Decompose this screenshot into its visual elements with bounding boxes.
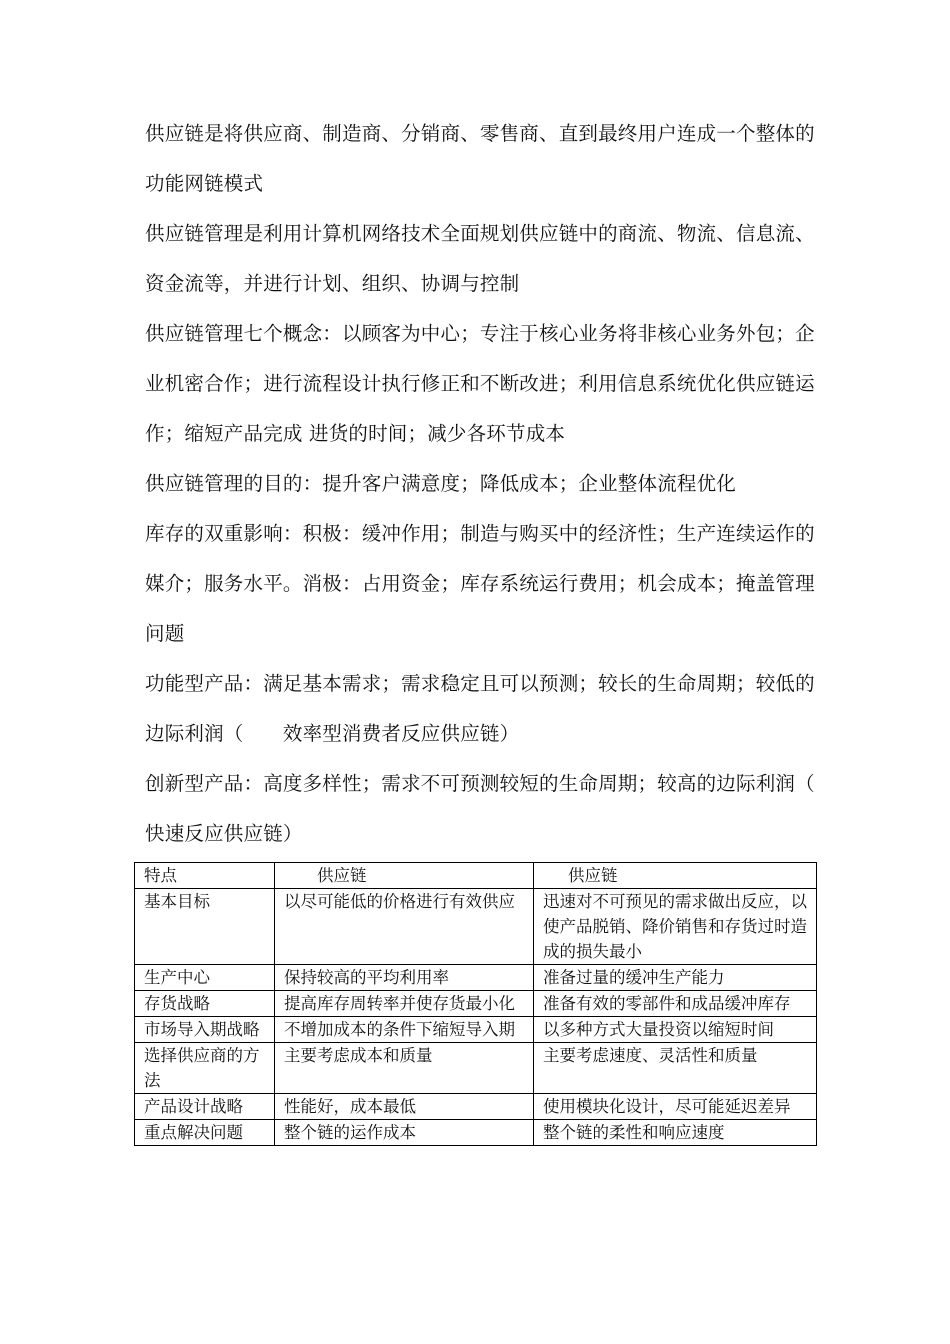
paragraph-supply-chain-definition: 供应链是将供应商、制造商、分销商、零售商、直到最终用户连成一个整体的功能网链模式	[145, 122, 815, 195]
paragraph-scm-definition: 供应链管理是利用计算机网络技术全面规划供应链中的商流、物流、信息流、资金流等，并进行计划、组织、协调与控制	[145, 222, 815, 295]
row-label: 生产中心	[135, 965, 275, 991]
table-row	[135, 965, 817, 991]
paragraph-inventory-dual-effect: 库存的双重影响：积极：缓冲作用；制造与购买中的经济性；生产连续运作的媒介；服务水平。消极：占用资金；库存系统运行费用；机会成本；掩盖管理问题	[145, 522, 815, 645]
responsive-cell: 使用模块化设计，尽可能延迟差异	[534, 1094, 817, 1120]
row-label: 重点解决问题	[135, 1120, 275, 1146]
table-row	[135, 889, 817, 965]
table-row	[135, 1043, 817, 1094]
efficient-cell: 以尽可能低的价格进行有效供应	[275, 889, 534, 965]
efficient-cell: 性能好，成本最低	[275, 1094, 534, 1120]
responsive-cell: 准备有效的零部件和成品缓冲库存	[534, 991, 817, 1017]
table-row	[135, 1017, 817, 1043]
efficient-cell: 整个链的运作成本	[275, 1120, 534, 1146]
body-text	[145, 109, 855, 859]
responsive-cell: 迅速对不可预见的需求做出反应，以使产品脱销、降价销售和存货过时造成的损失最小	[534, 889, 817, 965]
row-label: 产品设计战略	[135, 1094, 275, 1120]
responsive-cell: 准备过量的缓冲生产能力	[534, 965, 817, 991]
header-feature: 特点	[135, 863, 275, 889]
responsive-cell: 整个链的柔性和响应速度	[534, 1120, 817, 1146]
header-efficient-chain: 供应链	[275, 863, 534, 889]
efficient-cell: 保持较高的平均利用率	[275, 965, 534, 991]
header-responsive-chain: 供应链	[534, 863, 817, 889]
efficient-cell: 不增加成本的条件下缩短导入期	[275, 1017, 534, 1043]
row-label: 基本目标	[135, 889, 275, 965]
supply-chain-comparison-table	[134, 862, 817, 1146]
table-row	[135, 991, 817, 1017]
paragraph-scm-goals: 供应链管理的目的：提升客户满意度；降低成本；企业整体流程优化	[145, 472, 737, 495]
row-label: 选择供应商的方法	[135, 1043, 275, 1094]
table-row	[135, 1094, 817, 1120]
row-label: 市场导入期战略	[135, 1017, 275, 1043]
table-header-row	[135, 863, 817, 889]
paragraph-scm-seven-concepts: 供应链管理七个概念：以顾客为中心；专注于核心业务将非核心业务外包；企业机密合作；进行流程设计执行修正和不断改进；利用信息系统优化供应链运作；缩短产品完成 进货的时间；减少各环节成本	[145, 322, 815, 445]
responsive-cell: 以多种方式大量投资以缩短时间	[534, 1017, 817, 1043]
efficient-cell: 提高库存周转率并使存货最小化	[275, 991, 534, 1017]
paragraph-functional-product: 功能型产品：满足基本需求；需求稳定且可以预测；较长的生命周期；较低的边际利润（ 效率型消费者反应供应链）	[145, 672, 815, 745]
row-label: 存货战略	[135, 991, 275, 1017]
comparison-table-wrapper	[134, 862, 816, 1146]
responsive-cell: 主要考虑速度、灵活性和质量	[534, 1043, 817, 1094]
efficient-cell: 主要考虑成本和质量	[275, 1043, 534, 1094]
table-row	[135, 1120, 817, 1146]
paragraph-innovative-product: 创新型产品：高度多样性；需求不可预测较短的生命周期；较高的边际利润（ 快速反应供应链）	[145, 772, 855, 845]
